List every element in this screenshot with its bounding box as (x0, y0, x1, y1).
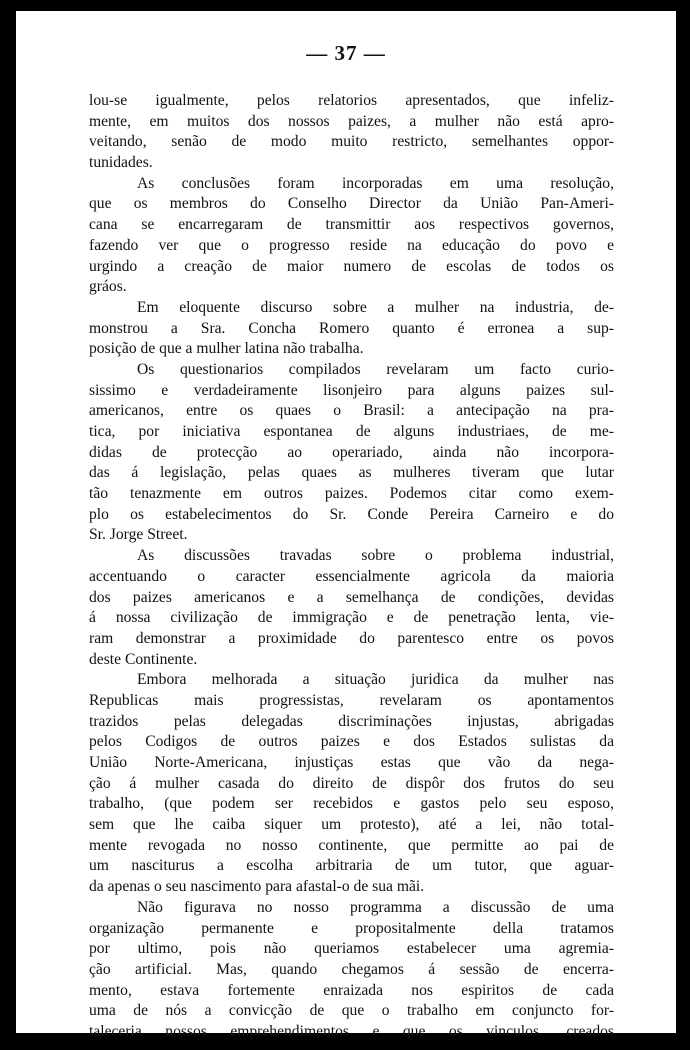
paragraph (89, 360, 614, 546)
text-line: monstrou a Sra. Concha Romero quanto é erronea a sup- (89, 319, 614, 337)
text-line: deste Continente. (89, 650, 198, 668)
text-line: trazidos pelas delegadas discriminações injustas, abrigadas (89, 712, 614, 730)
text-line: cana se encarregaram de transmittir aos respectivos governos, (89, 216, 614, 234)
text-line: ram demonstrar a proximidade do parentesco entre os povos (89, 629, 614, 647)
text-line: taleceria nossos emprehendimentos e que os vinculos, creados (89, 1022, 614, 1040)
paragraph (89, 670, 614, 898)
text-line: tão tenazmente em outros paizes. Podemos citar como exem- (89, 485, 614, 503)
text-line: trabalho, (que podem ser recebidos e gastos pelo seu esposo, (89, 795, 614, 813)
text-line: mento, estava fortemente enraizada nos espiritos de cada (89, 981, 614, 999)
text-line: urgindo a creação de maior numero de escolas de todos os (89, 257, 614, 275)
paragraph (89, 298, 614, 360)
text-line: Não figurava no nosso programma a discussão de uma (137, 898, 614, 916)
text-line: gráos. (89, 278, 127, 296)
text-line: Em eloquente discurso sobre a mulher na industria, de- (137, 298, 614, 316)
text-line: posição de que a mulher latina não trabalha. (89, 340, 364, 358)
text-line: das á legislação, pelas quaes as mulheres tiveram que lutar (89, 464, 614, 482)
text-line: sem que lhe caiba siquer um protesto), até a lei, não total- (89, 816, 614, 834)
text-line: americanos, entre os quaes o Brasil: a antecipação na pra- (89, 402, 614, 420)
text-line: Embora melhorada a situação juridica da mulher nas (137, 671, 614, 689)
text-line: uma de nós a convicção de que o trabalho em conjuncto for- (89, 1002, 614, 1020)
text-line: pelos Codigos de outros paizes e dos Estados sulistas da (89, 733, 614, 751)
text-line: accentuando o caracter essencialmente agricola da maioria (89, 567, 614, 585)
text-line: que os membros do Conselho Director da União Pan-Ameri- (89, 195, 614, 213)
text-line: Sr. Jorge Street. (89, 526, 188, 544)
text-line: União Norte-Americana, injustiças estas que vão da nega- (89, 754, 614, 771)
text-line: á nossa civilização de immigração e de penetração lenta, vie- (89, 609, 614, 627)
text-line: tica, por iniciativa espontanea de alguns industriaes, de me- (89, 423, 614, 440)
paragraph (89, 546, 614, 670)
text-line: veitando, senão de modo muito restricto, semelhantes oppor- (89, 133, 614, 151)
text-line: As discussões travadas sobre o problema industrial, (137, 547, 614, 565)
text-line: ção á mulher casada do direito de dispôr dos frutos do seu (89, 774, 614, 792)
paragraph (89, 898, 614, 1043)
document-page (16, 11, 676, 1040)
text-line: lou-se igualmente, pelos relatorios apresentados, que infeliz- (89, 92, 614, 109)
body-text (89, 91, 614, 1043)
text-line: mente revogada no nosso continente, que permitte ao pai de (89, 836, 614, 854)
text-line: um nasciturus a escolha arbitraria de um tutor, que aguar- (89, 857, 614, 875)
text-line: plo os estabelecimentos do Sr. Conde Pereira Carneiro e do (89, 505, 614, 523)
text-line: organização permanente e propositalmente della tratamos (89, 919, 614, 937)
text-line: Republicas mais progressistas, revelaram os apontamentos (89, 691, 614, 709)
text-line: sissimo e verdadeiramente lisonjeiro para alguns paizes sul- (89, 381, 614, 399)
text-line: por ultimo, pois não queriamos estabelecer uma agremia- (89, 940, 614, 958)
page-number: — 37 — (306, 41, 386, 65)
text-line: tunidades. (89, 154, 153, 172)
text-line: dos paizes americanos e a semelhança de condições, devidas (89, 588, 614, 606)
paragraph (89, 174, 614, 298)
text-line: mente, em muitos dos nossos paizes, a mulher não está apro- (89, 112, 614, 130)
text-line: da apenas o seu nascimento para afastal-o de sua mãi. (89, 878, 425, 896)
text-line: ção artificial. Mas, quando chegamos á sessão de encerra- (89, 960, 614, 978)
text-line: Os questionarios compilados revelaram um facto curio- (137, 360, 614, 378)
text-line: didas de protecção ao operariado, ainda não incorpora- (89, 443, 614, 461)
paragraph (89, 91, 614, 174)
text-line: As conclusões foram incorporadas em uma resolução, (137, 174, 614, 192)
text-line: fazendo ver que o progresso reside na educação do povo e (89, 236, 614, 254)
